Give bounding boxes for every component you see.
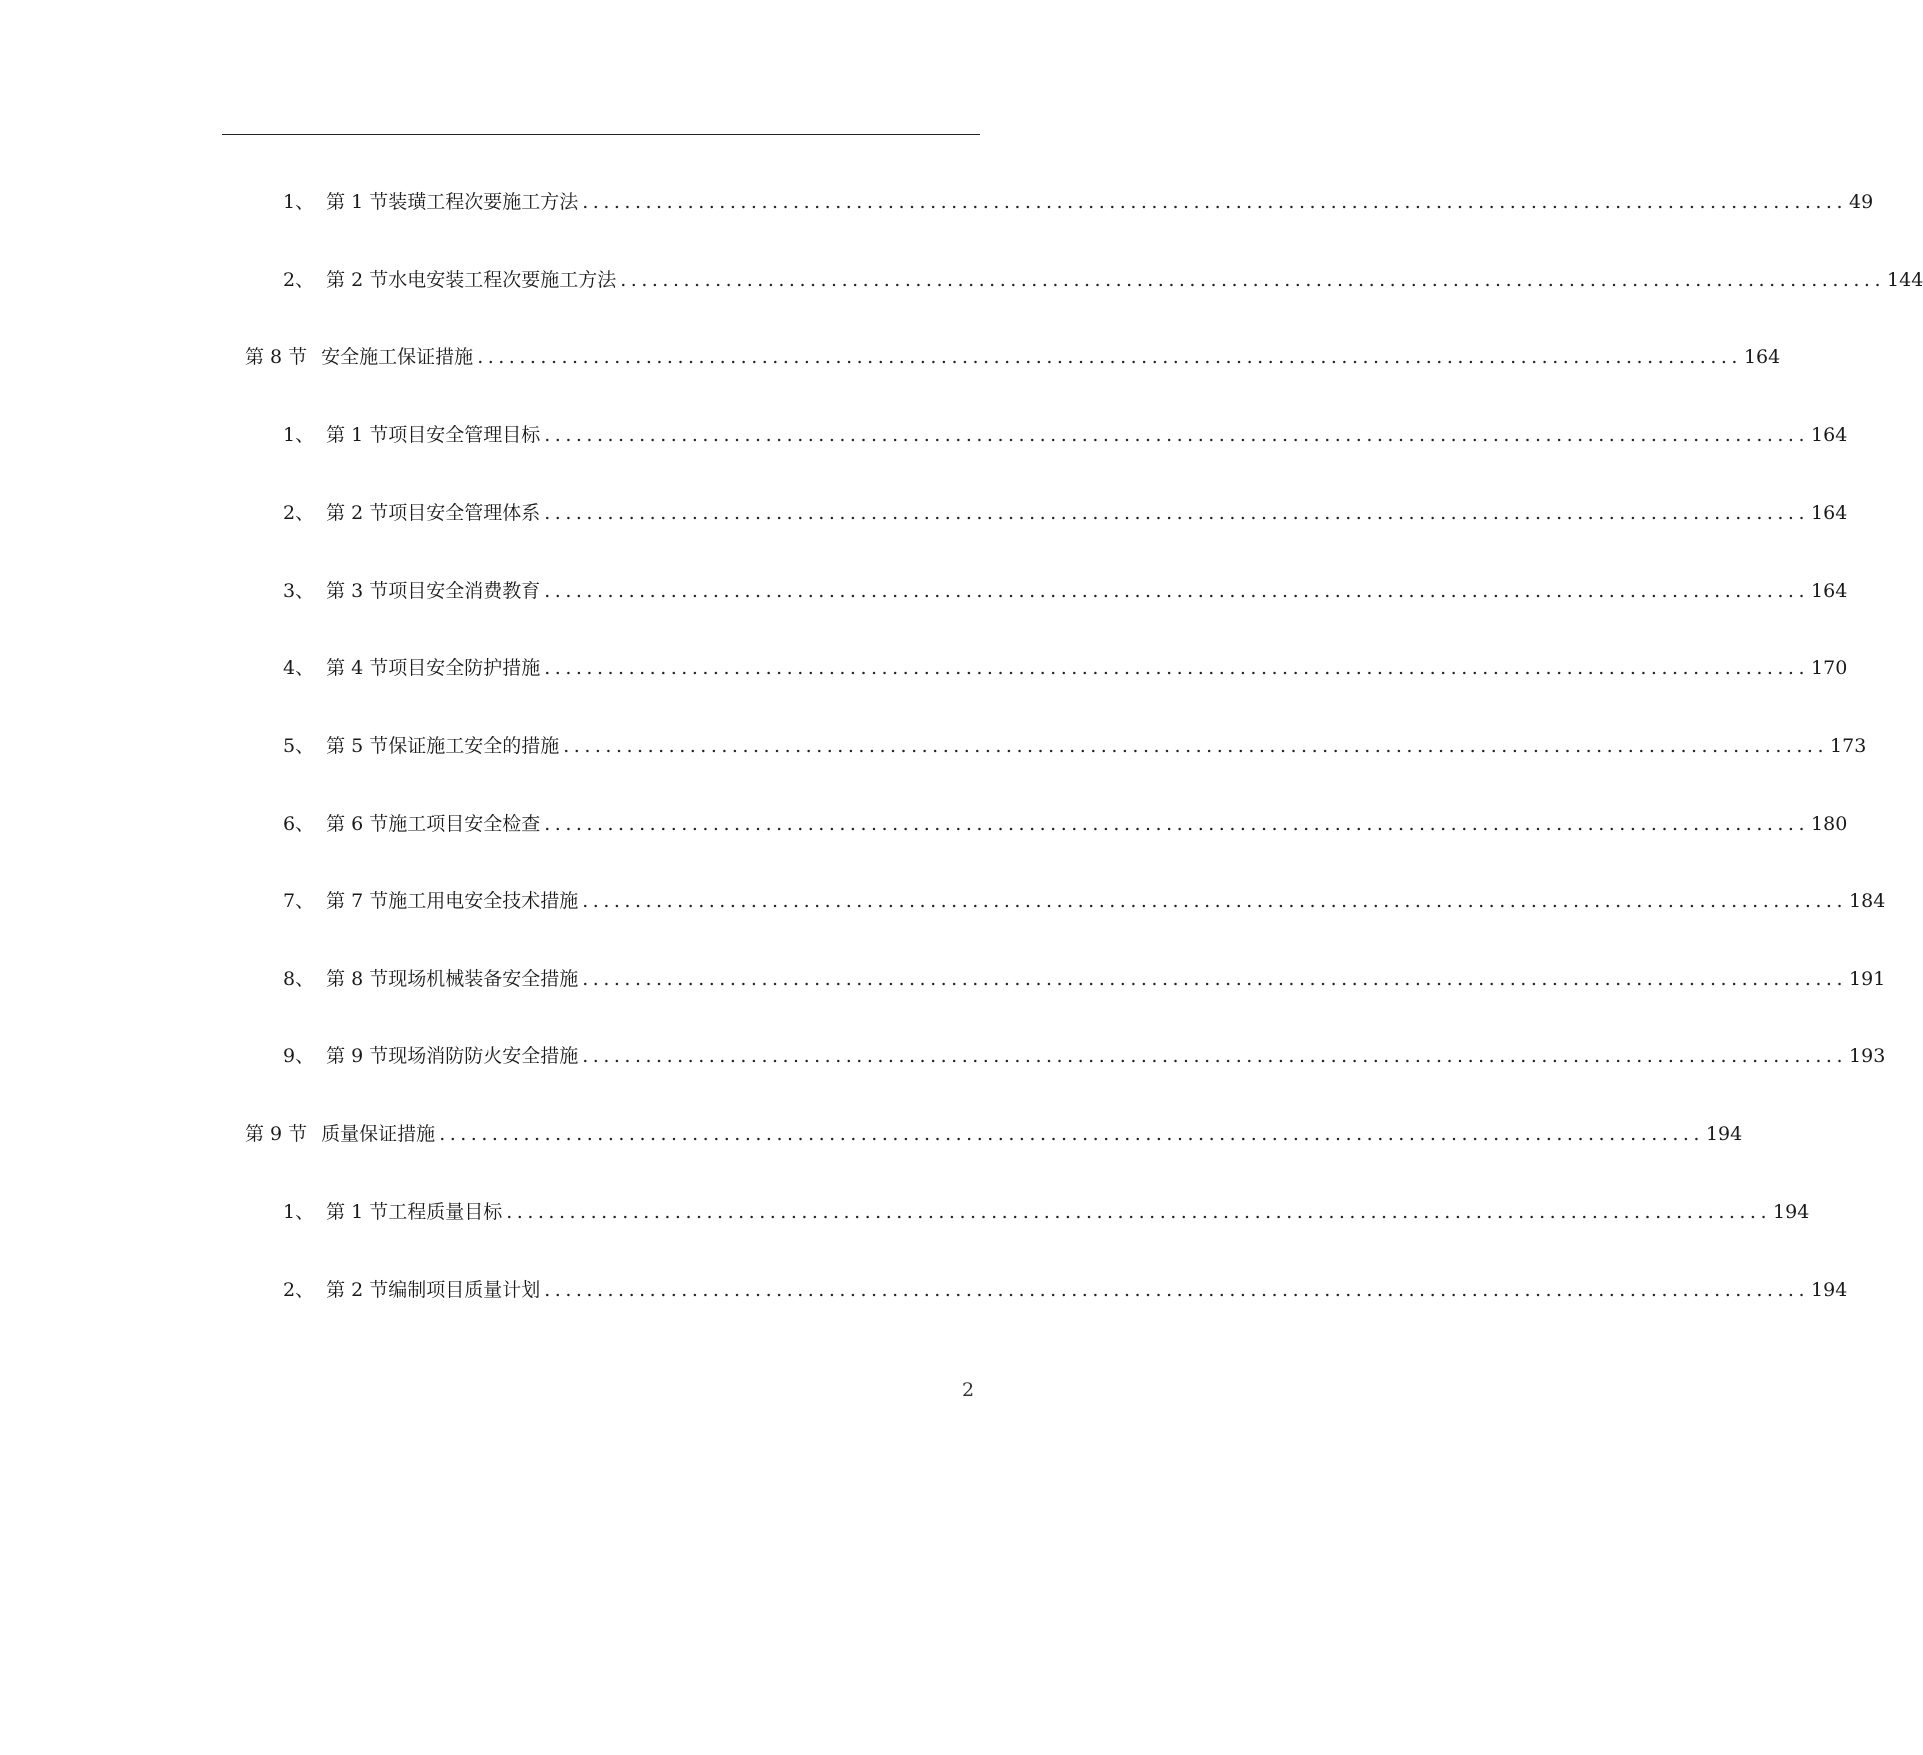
- toc-entry-page: 164: [1743, 346, 1781, 368]
- toc-entry-number: 2、: [283, 502, 315, 524]
- toc-entry-number: 第 8 节: [245, 346, 308, 368]
- toc-entry-title: 第 2 节编制项目质量计划: [326, 1279, 541, 1301]
- toc-entry-title: 安全施工保证措施: [321, 346, 474, 368]
- toc-entry[interactable]: [283, 420, 1848, 450]
- toc-entry-page: 194: [1811, 1279, 1848, 1301]
- toc-entry[interactable]: [245, 342, 1781, 372]
- toc-entry[interactable]: [283, 1041, 1886, 1071]
- toc-entry-page: 193: [1849, 1045, 1886, 1067]
- toc-entry-title: 第 1 节装璜工程次要施工方法: [326, 191, 579, 213]
- header-rule: [222, 134, 980, 135]
- toc-entry-title: 第 4 节项目安全防护措施: [326, 657, 541, 679]
- toc-entry-number: 4、: [283, 657, 315, 679]
- toc-dot-leader: ........................................................................................................................: [544, 424, 1810, 446]
- toc-entry-number: 9、: [283, 1045, 315, 1067]
- toc-dot-leader: ........................................................................................................................: [582, 968, 1848, 990]
- toc-entry-number: 第 9 节: [245, 1123, 308, 1145]
- toc-entry-title: 第 9 节现场消防防火安全措施: [326, 1045, 579, 1067]
- toc-entry-title: 第 7 节施工用电安全技术措施: [326, 890, 579, 912]
- toc-entry-number: 6、: [283, 813, 315, 835]
- toc-entry-page: 144: [1887, 269, 1923, 291]
- toc-entry-page: 170: [1811, 657, 1848, 679]
- toc-dot-leader: ........................................................................................................................: [582, 191, 1848, 213]
- toc-entry-title: 第 6 节施工项目安全检查: [326, 813, 541, 835]
- toc-entry-title: 第 2 节项目安全管理体系: [326, 502, 541, 524]
- toc-dot-leader: ........................................................................................................................: [563, 735, 1829, 757]
- toc-dot-leader: ........................................................................................................................: [439, 1123, 1704, 1145]
- toc-entry[interactable]: [283, 1275, 1848, 1305]
- toc-entry-page: 180: [1811, 813, 1848, 835]
- toc-entry-page: 164: [1811, 502, 1848, 524]
- toc-dot-leader: ........................................................................................................................: [477, 346, 1742, 368]
- toc-entry-number: 1、: [283, 424, 315, 446]
- toc-entry[interactable]: [283, 886, 1886, 916]
- toc-entry-title: 第 1 节项目安全管理目标: [326, 424, 541, 446]
- toc-dot-leader: ........................................................................................................................: [582, 1045, 1848, 1067]
- toc-entry[interactable]: [283, 809, 1848, 839]
- toc-entry-page: 164: [1811, 580, 1848, 602]
- toc-entry-page: 184: [1849, 890, 1886, 912]
- toc-entry[interactable]: [283, 964, 1886, 994]
- toc-entry-page: 194: [1705, 1123, 1743, 1145]
- toc-entry-number: 3、: [283, 580, 315, 602]
- toc-entry-number: 1、: [283, 1201, 315, 1223]
- toc-dot-leader: ........................................................................................................................: [544, 580, 1810, 602]
- toc-entry-page: 164: [1811, 424, 1848, 446]
- toc-entry[interactable]: [283, 731, 1867, 761]
- toc-entry[interactable]: [283, 498, 1848, 528]
- toc-entry-title: 第 1 节工程质量目标: [326, 1201, 503, 1223]
- toc-entry-number: 1、: [283, 191, 315, 213]
- toc-entry-title: 第 5 节保证施工安全的措施: [326, 735, 560, 757]
- toc-dot-leader: ........................................................................................................................: [544, 1279, 1810, 1301]
- toc-entry-title: 质量保证措施: [321, 1123, 436, 1145]
- toc-entry[interactable]: [283, 653, 1848, 683]
- toc-dot-leader: ........................................................................................................................: [544, 657, 1810, 679]
- toc-entry-number: 7、: [283, 890, 315, 912]
- toc-entry-number: 8、: [283, 968, 315, 990]
- toc-entry[interactable]: [283, 265, 1923, 295]
- toc-dot-leader: ........................................................................................................................: [506, 1201, 1772, 1223]
- toc-dot-leader: ........................................................................................................................: [620, 269, 1886, 291]
- toc-entry-page: 191: [1849, 968, 1886, 990]
- toc-entry[interactable]: [283, 187, 1874, 217]
- toc-entry-number: 2、: [283, 269, 315, 291]
- page-number: 2: [962, 1379, 975, 1401]
- toc-entry-page: 194: [1773, 1201, 1810, 1223]
- toc-entry[interactable]: [283, 1197, 1810, 1227]
- toc-entry-number: 2、: [283, 1279, 315, 1301]
- toc-dot-leader: ........................................................................................................................: [582, 890, 1848, 912]
- toc-entry-number: 5、: [283, 735, 315, 757]
- toc-dot-leader: ........................................................................................................................: [544, 813, 1810, 835]
- toc-entry-title: 第 3 节项目安全消费教育: [326, 580, 541, 602]
- toc-entry[interactable]: [245, 1119, 1743, 1149]
- toc-entry-title: 第 8 节现场机械装备安全措施: [326, 968, 579, 990]
- toc-entry-page: 49: [1849, 191, 1874, 213]
- toc-entry-page: 173: [1830, 735, 1867, 757]
- toc-entry[interactable]: [283, 576, 1848, 606]
- toc-dot-leader: ........................................................................................................................: [544, 502, 1810, 524]
- toc-entry-title: 第 2 节水电安装工程次要施工方法: [326, 269, 617, 291]
